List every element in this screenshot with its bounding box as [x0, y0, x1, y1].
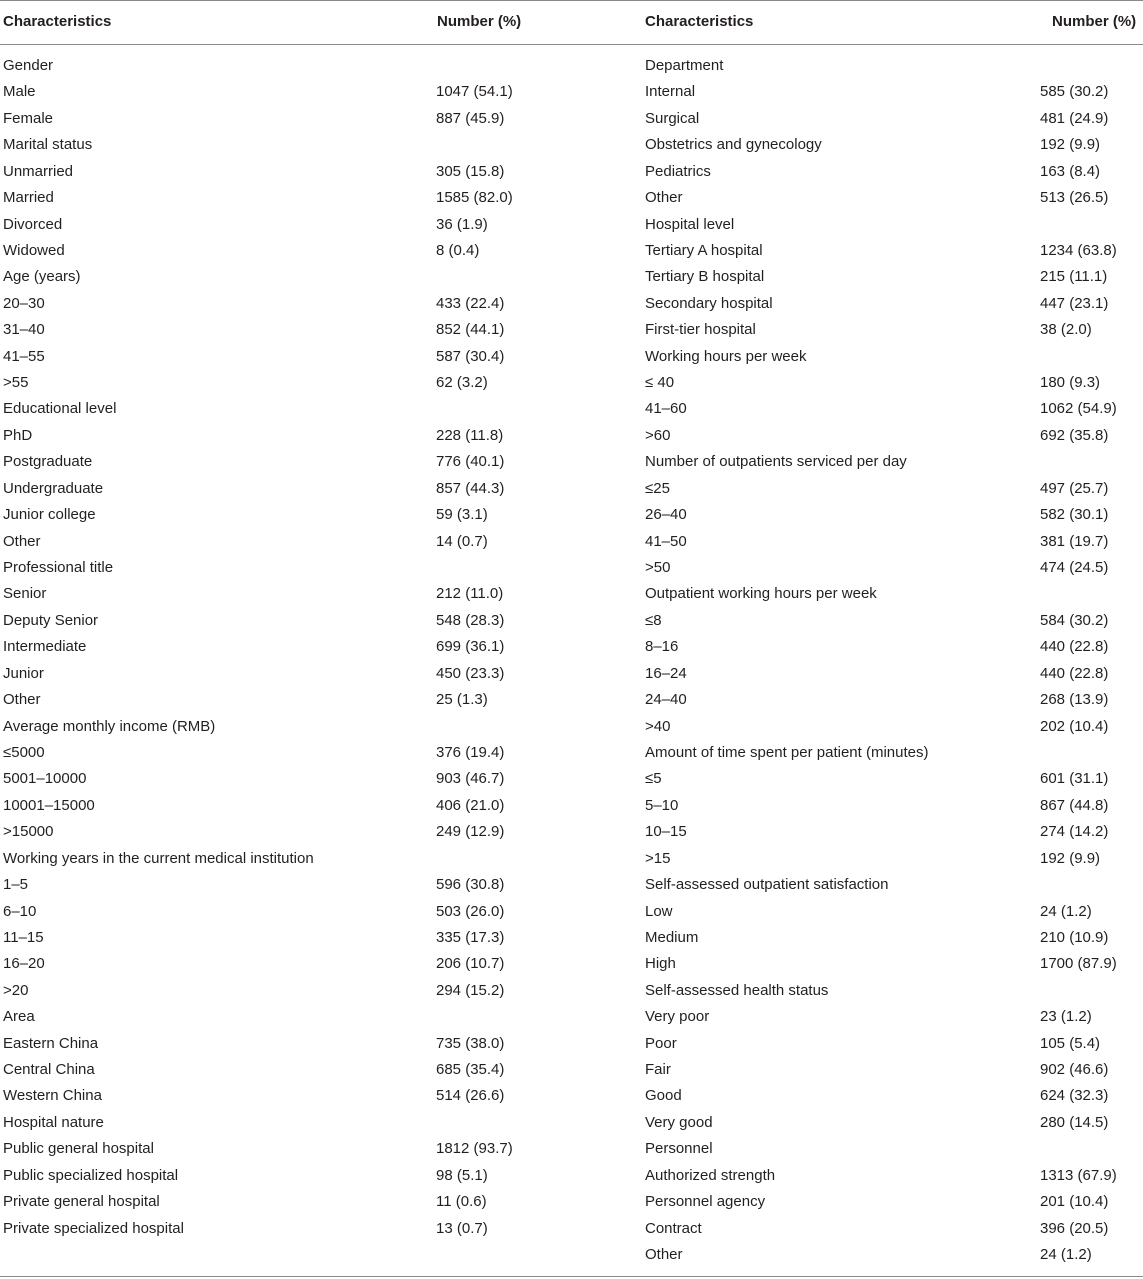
row-value: 474 (24.5) — [1040, 559, 1109, 577]
table-row — [645, 344, 1140, 370]
table-row — [645, 502, 1140, 528]
table-row — [3, 291, 563, 317]
row-label: Pediatrics — [645, 162, 711, 180]
table-row — [645, 978, 1140, 1004]
row-value: 481 (24.9) — [1040, 109, 1109, 127]
row-value: 210 (10.9) — [1040, 928, 1109, 946]
table-row — [645, 872, 1140, 898]
row-label: Personnel — [645, 1140, 713, 1158]
row-value: 201 (10.4) — [1040, 1193, 1109, 1211]
row-value: 601 (31.1) — [1040, 770, 1109, 788]
row-label: Central China — [3, 1061, 95, 1079]
row-label: Senior — [3, 585, 47, 603]
row-value: 692 (35.8) — [1040, 426, 1109, 444]
row-label: Authorized strength — [645, 1166, 776, 1184]
table-row — [3, 740, 563, 766]
row-label: Deputy Senior — [3, 611, 99, 629]
table-row — [3, 819, 563, 845]
row-label: Department — [645, 57, 724, 74]
row-label: Marital status — [3, 136, 93, 154]
row-label: Gender — [3, 57, 54, 74]
row-label: Contract — [645, 1219, 702, 1237]
table-row — [3, 1136, 563, 1162]
row-label: First-tier hospital — [645, 321, 756, 339]
row-label: ≤5000 — [3, 743, 45, 761]
table-row — [3, 264, 563, 290]
row-label: Outpatient working hours per week — [645, 585, 877, 603]
row-value: 624 (32.3) — [1040, 1087, 1109, 1105]
row-value: 582 (30.1) — [1040, 506, 1109, 524]
row-value: 335 (17.3) — [436, 928, 505, 946]
row-label: Internal — [645, 83, 696, 101]
row-value: 1234 (63.8) — [1040, 241, 1117, 259]
row-label: 24–40 — [645, 691, 687, 709]
row-value: 776 (40.1) — [436, 453, 505, 471]
row-label: 16–24 — [645, 664, 687, 682]
row-label: >50 — [645, 559, 671, 577]
row-value: 280 (14.5) — [1040, 1113, 1109, 1131]
table-row — [3, 106, 563, 132]
row-value: 503 (26.0) — [436, 902, 505, 920]
row-label: Male — [3, 83, 36, 101]
table-row — [645, 1110, 1140, 1136]
table-row — [3, 1189, 563, 1215]
table-row — [645, 661, 1140, 687]
table-row — [645, 951, 1140, 977]
row-label: Married — [3, 189, 54, 207]
row-label: ≤ 40 — [645, 374, 675, 392]
table-row — [645, 846, 1140, 872]
table-row — [645, 555, 1140, 581]
row-value: 902 (46.6) — [1040, 1061, 1109, 1079]
row-value: 735 (38.0) — [436, 1034, 505, 1052]
row-label: Tertiary B hospital — [645, 268, 765, 286]
table-row — [3, 529, 563, 555]
row-value: 8 (0.4) — [436, 241, 480, 259]
row-label: 6–10 — [3, 902, 37, 920]
row-label: Very poor — [645, 1008, 710, 1026]
row-value: 24 (1.2) — [1040, 1245, 1092, 1263]
right-column — [645, 53, 1140, 1268]
row-value: 62 (3.2) — [436, 374, 488, 392]
row-value: 294 (15.2) — [436, 981, 505, 999]
row-label: Surgical — [645, 109, 700, 127]
table-row — [645, 53, 1140, 79]
row-label: Junior college — [3, 506, 96, 524]
table-row — [645, 291, 1140, 317]
row-label: Area — [3, 1008, 35, 1026]
row-label: Working hours per week — [645, 347, 807, 365]
table-row — [3, 449, 563, 475]
row-value: 852 (44.1) — [436, 321, 505, 339]
table-row — [645, 1216, 1140, 1242]
row-value: 212 (11.0) — [436, 585, 504, 603]
row-value: 440 (22.8) — [1040, 664, 1109, 682]
table-row — [645, 766, 1140, 792]
row-value: 514 (26.6) — [436, 1087, 505, 1105]
table-row — [3, 1057, 563, 1083]
table-row — [3, 766, 563, 792]
row-value: 376 (19.4) — [436, 743, 505, 761]
row-value: 1700 (87.9) — [1040, 955, 1117, 973]
row-value: 699 (36.1) — [436, 638, 505, 656]
table-row — [645, 1136, 1140, 1162]
table-row — [3, 608, 563, 634]
table-row — [645, 1004, 1140, 1030]
row-label: 11–15 — [3, 928, 44, 946]
row-label: 20–30 — [3, 294, 45, 312]
row-label: Western China — [3, 1087, 102, 1105]
table-row — [3, 370, 563, 396]
table-row — [645, 1189, 1140, 1215]
table-row — [3, 634, 563, 660]
row-label: 5001–10000 — [3, 770, 87, 788]
row-label: 5–10 — [645, 796, 679, 814]
row-value: 163 (8.4) — [1040, 162, 1101, 180]
row-label: Number of outpatients serviced per day — [645, 453, 907, 471]
table-row — [3, 1083, 563, 1109]
row-value: 1047 (54.1) — [436, 83, 513, 101]
row-value: 305 (15.8) — [436, 162, 505, 180]
table-row — [3, 185, 563, 211]
row-label: Medium — [645, 928, 699, 946]
row-label: Hospital nature — [3, 1113, 104, 1131]
table-row — [3, 317, 563, 343]
row-label: Low — [645, 902, 673, 920]
row-value: 585 (30.2) — [1040, 83, 1109, 101]
row-value: 249 (12.9) — [436, 823, 505, 841]
row-label: Other — [645, 189, 683, 207]
table-row — [3, 714, 563, 740]
row-label: 8–16 — [645, 638, 679, 656]
row-label: 26–40 — [645, 506, 687, 524]
table-row — [3, 1216, 563, 1242]
row-label: Self-assessed outpatient satisfaction — [645, 876, 889, 894]
table-row — [645, 793, 1140, 819]
row-value: 1585 (82.0) — [436, 189, 513, 207]
row-label: Public specialized hospital — [3, 1166, 179, 1184]
row-label: 1–5 — [3, 876, 29, 894]
table-row — [645, 740, 1140, 766]
row-label: >60 — [645, 426, 671, 444]
row-label: ≤25 — [645, 479, 670, 497]
row-label: Widowed — [3, 241, 65, 259]
table-row — [645, 159, 1140, 185]
table-row — [645, 1057, 1140, 1083]
table-row — [645, 1242, 1140, 1268]
table-row — [3, 872, 563, 898]
row-label: Private general hospital — [3, 1193, 160, 1211]
row-value: 381 (19.7) — [1040, 532, 1109, 550]
row-label: 41–50 — [645, 532, 687, 550]
header-rule — [0, 44, 1143, 45]
row-label: Good — [645, 1087, 682, 1105]
row-value: 228 (11.8) — [436, 426, 504, 444]
row-label: Fair — [645, 1061, 671, 1079]
row-value: 105 (5.4) — [1040, 1034, 1101, 1052]
row-value: 497 (25.7) — [1040, 479, 1109, 497]
table-row — [3, 951, 563, 977]
row-label: ≤5 — [645, 770, 662, 788]
row-label: 10001–15000 — [3, 796, 95, 814]
left-column — [3, 53, 563, 1242]
row-value: 38 (2.0) — [1040, 321, 1092, 339]
row-label: 31–40 — [3, 321, 45, 339]
header-characteristics-left: Characteristics — [3, 13, 112, 30]
header-characteristics-right: Characteristics — [645, 13, 754, 30]
row-value: 215 (11.1) — [1040, 268, 1108, 286]
row-value: 685 (35.4) — [436, 1061, 505, 1079]
table-row — [645, 581, 1140, 607]
table-row — [645, 1083, 1140, 1109]
row-value: 450 (23.3) — [436, 664, 505, 682]
table-row — [645, 714, 1140, 740]
row-value: 433 (22.4) — [436, 294, 505, 312]
row-label: Professional title — [3, 559, 114, 577]
table-row — [645, 423, 1140, 449]
row-label: Amount of time spent per patient (minutes) — [645, 743, 929, 761]
table-row — [3, 476, 563, 502]
row-value: 1313 (67.9) — [1040, 1166, 1117, 1184]
row-label: Unmarried — [3, 162, 74, 180]
row-label: Undergraduate — [3, 479, 104, 497]
row-value: 396 (20.5) — [1040, 1219, 1109, 1237]
row-label: 41–55 — [3, 347, 45, 365]
header-number-right: Number (%) — [1052, 13, 1137, 30]
table-row — [645, 1163, 1140, 1189]
row-value: 857 (44.3) — [436, 479, 505, 497]
table-row — [645, 185, 1140, 211]
table-row — [3, 687, 563, 713]
row-value: 587 (30.4) — [436, 347, 505, 365]
table-row — [3, 1004, 563, 1030]
row-label: ≤8 — [645, 611, 662, 629]
table-row — [3, 53, 563, 79]
row-label: Divorced — [3, 215, 63, 233]
row-label: Educational level — [3, 400, 117, 418]
table-row — [645, 925, 1140, 951]
table-row — [645, 317, 1140, 343]
row-value: 192 (9.9) — [1040, 849, 1101, 867]
table-row — [3, 132, 563, 158]
table-row — [3, 1110, 563, 1136]
row-value: 11 (0.6) — [436, 1193, 487, 1211]
row-label: >15 — [645, 849, 671, 867]
row-label: >40 — [645, 717, 671, 735]
row-label: Intermediate — [3, 638, 87, 656]
table-row — [645, 476, 1140, 502]
row-value: 25 (1.3) — [436, 691, 488, 709]
table-row — [645, 529, 1140, 555]
table-row — [645, 212, 1140, 238]
row-value: 447 (23.1) — [1040, 294, 1109, 312]
row-value: 268 (13.9) — [1040, 691, 1109, 709]
row-value: 98 (5.1) — [436, 1166, 488, 1184]
table-row — [645, 687, 1140, 713]
row-value: 206 (10.7) — [436, 955, 505, 973]
table-row — [645, 449, 1140, 475]
row-label: 10–15 — [645, 823, 687, 841]
table-row — [3, 925, 563, 951]
table-row — [3, 344, 563, 370]
row-value: 13 (0.7) — [436, 1219, 488, 1237]
row-value: 440 (22.8) — [1040, 638, 1109, 656]
table-row — [3, 793, 563, 819]
table-row — [3, 978, 563, 1004]
row-value: 596 (30.8) — [436, 876, 505, 894]
row-label: Age (years) — [3, 268, 81, 286]
row-value: 23 (1.2) — [1040, 1008, 1092, 1026]
row-label: >15000 — [3, 823, 54, 841]
row-value: 903 (46.7) — [436, 770, 505, 788]
row-value: 1062 (54.9) — [1040, 400, 1117, 418]
header-number-left: Number (%) — [437, 13, 522, 30]
row-label: >20 — [3, 981, 29, 999]
table-row — [645, 1031, 1140, 1057]
row-label: Secondary hospital — [645, 294, 773, 312]
row-label: Very good — [645, 1113, 713, 1131]
table-row — [645, 264, 1140, 290]
row-label: Postgraduate — [3, 453, 93, 471]
row-value: 1812 (93.7) — [436, 1140, 513, 1158]
row-value: 202 (10.4) — [1040, 717, 1109, 735]
row-value: 36 (1.9) — [436, 215, 488, 233]
table-row — [645, 79, 1140, 105]
row-value: 274 (14.2) — [1040, 823, 1109, 841]
row-value: 887 (45.9) — [436, 109, 505, 127]
row-label: Personnel agency — [645, 1193, 766, 1211]
row-value: 24 (1.2) — [1040, 902, 1092, 920]
table-row — [3, 555, 563, 581]
row-label: Average monthly income (RMB) — [3, 717, 216, 735]
row-label: Poor — [645, 1034, 677, 1052]
row-label: Working years in the current medical institution — [3, 849, 314, 867]
row-value: 548 (28.3) — [436, 611, 505, 629]
table-row — [3, 846, 563, 872]
table-row — [3, 79, 563, 105]
row-value: 180 (9.3) — [1040, 374, 1101, 392]
row-value: 192 (9.9) — [1040, 136, 1101, 154]
table-row — [3, 159, 563, 185]
table-row — [3, 899, 563, 925]
table-row — [645, 370, 1140, 396]
table-row — [3, 212, 563, 238]
row-label: 16–20 — [3, 955, 45, 973]
table-row — [645, 396, 1140, 422]
table-row — [3, 1163, 563, 1189]
table-bottom-rule — [0, 1276, 1143, 1277]
row-label: Public general hospital — [3, 1140, 154, 1158]
table-row — [3, 661, 563, 687]
table-row — [3, 396, 563, 422]
table-top-rule — [0, 0, 1143, 1]
table-row — [645, 819, 1140, 845]
row-label: Junior — [3, 664, 44, 682]
table-row — [645, 238, 1140, 264]
table-row — [645, 106, 1140, 132]
table-row — [3, 502, 563, 528]
row-label: Obstetrics and gynecology — [645, 136, 822, 154]
table-row — [645, 634, 1140, 660]
table-row — [3, 238, 563, 264]
row-label: Other — [3, 532, 41, 550]
row-label: Female — [3, 109, 54, 127]
table-row — [3, 1031, 563, 1057]
row-value: 59 (3.1) — [436, 506, 488, 524]
row-value: 406 (21.0) — [436, 796, 505, 814]
row-value: 584 (30.2) — [1040, 611, 1109, 629]
table-row — [645, 608, 1140, 634]
table-row — [3, 581, 563, 607]
row-label: Other — [645, 1245, 683, 1263]
row-value: 513 (26.5) — [1040, 189, 1109, 207]
table-row — [645, 132, 1140, 158]
row-value: 14 (0.7) — [436, 532, 488, 550]
row-label: Self-assessed health status — [645, 981, 829, 999]
row-label: PhD — [3, 426, 33, 444]
row-label: Eastern China — [3, 1034, 99, 1052]
row-label: Other — [3, 691, 41, 709]
row-label: 41–60 — [645, 400, 687, 418]
row-label: Tertiary A hospital — [645, 241, 763, 259]
table-row — [645, 899, 1140, 925]
row-value: 867 (44.8) — [1040, 796, 1109, 814]
row-label: >55 — [3, 374, 29, 392]
table-row — [3, 423, 563, 449]
row-label: Private specialized hospital — [3, 1219, 184, 1237]
row-label: Hospital level — [645, 215, 735, 233]
row-label: High — [645, 955, 676, 973]
